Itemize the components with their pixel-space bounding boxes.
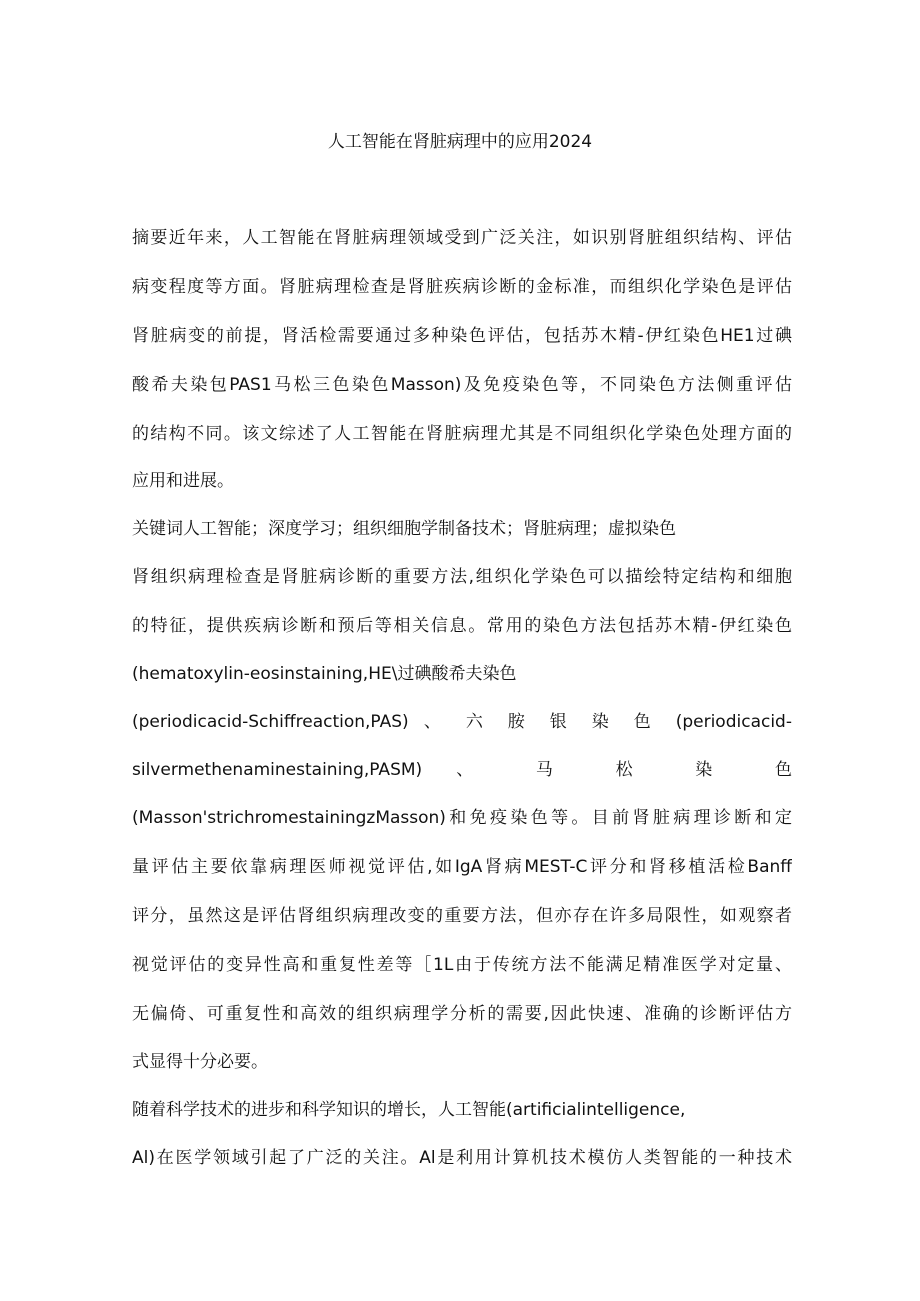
- body-line-10: 无偏倚、可重复性和高效的组织病理学分析的需要,因此快速、准确的诊断评估方: [132, 1004, 792, 1024]
- abstract-line-5: 的结构不同。该文综述了人工智能在肾脏病理尤其是不同组织化学染色处理方面的: [132, 424, 792, 444]
- body-line-11: 式显得十分必要。: [132, 1052, 268, 1072]
- document-title: 人工智能在肾脏病理中的应用2024: [327, 132, 593, 152]
- body-line-1: 肾组织病理检查是肾脏病诊断的重要方法,组织化学染色可以描绘特定结构和细胞: [132, 567, 792, 587]
- abstract-line-6: 应用和进展。: [132, 471, 234, 491]
- body-line-9: 视觉评估的变异性高和重复性差等［1L由于传统方法不能满足精准医学对定量、: [132, 955, 792, 975]
- body-line-6: (Masson'strichromestainingzMasson)和免疫染色等。目前肾脏病理诊断和定: [132, 808, 792, 828]
- body-line-7: 量评估主要依靠病理医师视觉评估,如IgA肾病MEST-C评分和肾移植活检Banff: [132, 857, 792, 877]
- body-line-2: 的特征，提供疾病诊断和预后等相关信息。常用的染色方法包括苏木精-伊红染色: [132, 616, 792, 636]
- body-line-4: (periodicacid-Schiffreaction,PAS) 、 六 胺 银 染 色 (periodicacid-: [132, 712, 792, 732]
- abstract-line-4: 酸希夫染包PAS1马松三色染色Masson)及免疫染色等，不同染色方法侧重评估: [132, 375, 792, 395]
- body-line-8: 评分，虽然这是评估肾组织病理改变的重要方法，但亦存在许多局限性，如观察者: [132, 906, 792, 926]
- abstract-line-2: 病变程度等方面。肾脏病理检查是肾脏疾病诊断的金标准，而组织化学染色是评估: [132, 277, 792, 297]
- body-line-13: Al)在医学领域引起了广泛的关注。Al是利用计算机技术模仿人类智能的一种技术: [132, 1148, 792, 1168]
- keywords-line: 关键词人工智能；深度学习；组织细胞学制备技术；肾脏病理；虚拟染色: [132, 519, 676, 539]
- body-line-5: silvermethenaminestaining,PASM) 、 马 松 染 色: [132, 760, 792, 780]
- body-line-3: (hematoxylin-eosinstaining,HE\过碘酸希夫染色: [132, 664, 517, 684]
- abstract-line-3: 肾脏病变的前提，肾活检需要通过多种染色评估，包括苏木精-伊红染色HE1过碘: [132, 326, 792, 346]
- body-line-12: 随着科学技术的进步和科学知识的增长，人工智能(artificialintelligence,: [132, 1100, 686, 1120]
- abstract-line-1: 摘要近年来，人工智能在肾脏病理领域受到广泛关注，如识别肾脏组织结构、评估: [132, 228, 792, 248]
